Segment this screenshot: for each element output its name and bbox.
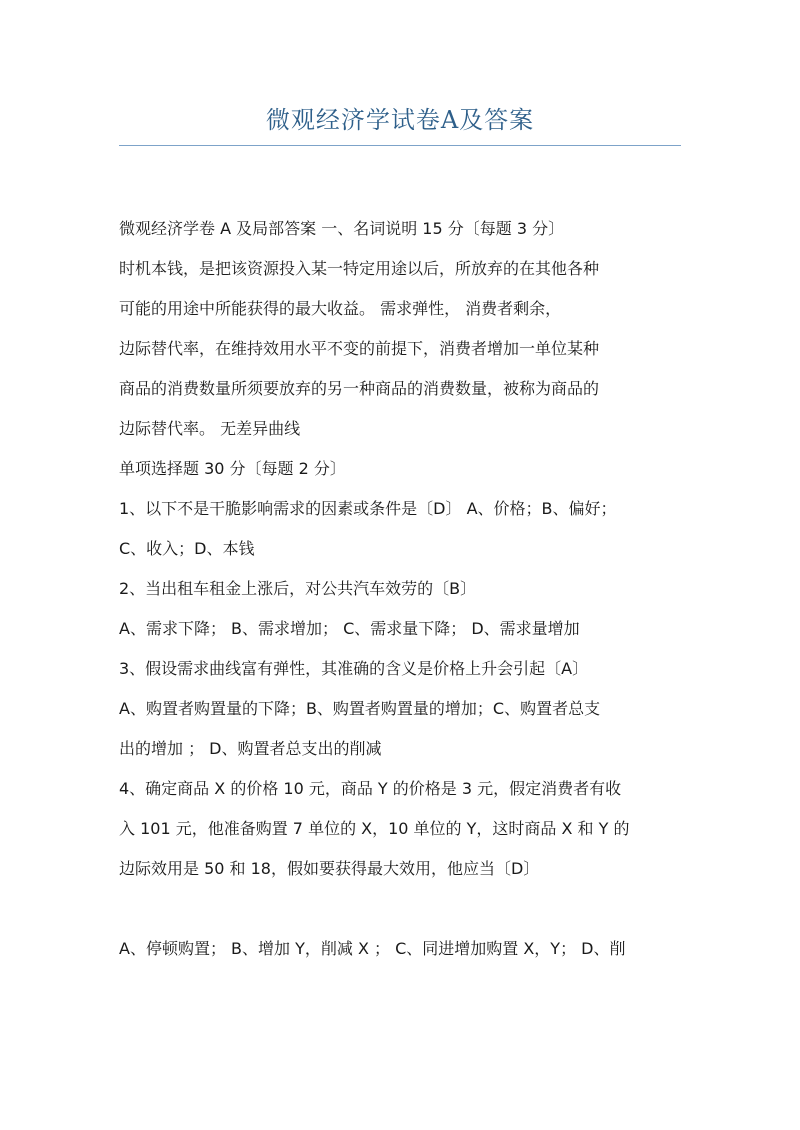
title-underline bbox=[119, 145, 681, 146]
question-line: 3、假设需求曲线富有弹性，其准确的含义是价格上升会引起〔A〕 bbox=[119, 659, 589, 678]
section-heading: 单项选择题 30 分〔每题 2 分〕 bbox=[119, 459, 346, 478]
question-line: 入 101 元，他准备购置 7 单位的 X，10 单位的 Y，这时商品 X 和 Y 的 bbox=[119, 819, 630, 838]
document-title: 微观经济学试卷A及答案 bbox=[265, 106, 535, 134]
question-line: 4、确定商品 X 的价格 10 元，商品 Y 的价格是 3 元，假定消费者有收 bbox=[119, 779, 622, 798]
question-line: 出的增加 ； D、购置者总支出的削减 bbox=[119, 739, 382, 758]
question-line: A、购置者购置量的下降；B、购置者购置量的增加；C、购置者总支 bbox=[119, 699, 601, 718]
text-line: 边际替代率。 无差异曲线 bbox=[119, 419, 301, 438]
question-line: 2、当出租车租金上涨后，对公共汽车效劳的〔B〕 bbox=[119, 579, 477, 598]
text-line: 时机本钱，是把该资源投入某一特定用途以后，所放弃的在其他各种 bbox=[119, 259, 600, 278]
blank-spacer bbox=[119, 889, 694, 929]
document-body bbox=[119, 209, 694, 969]
question-line: 1、以下不是干脆影响需求的因素或条件是〔D〕 A、价格；B、偏好； bbox=[119, 499, 617, 518]
text-line: 可能的用途中所能获得的最大收益。 需求弹性， 消费者剩余， bbox=[119, 299, 562, 318]
question-line: C、收入；D、本钱 bbox=[119, 539, 255, 558]
text-line: 边际替代率，在维持效用水平不变的前提下，消费者增加一单位某种 bbox=[119, 339, 600, 358]
question-line: A、停顿购置； B、增加 Y，削减 X ； C、同进增加购置 X，Y； D、削 bbox=[119, 939, 626, 958]
question-line: 边际效用是 50 和 18，假如要获得最大效用，他应当〔D〕 bbox=[119, 859, 540, 878]
text-line: 商品的消费数量所须要放弃的另一种商品的消费数量，被称为商品的 bbox=[119, 379, 600, 398]
question-line: A、需求下降； B、需求增加； C、需求量下降； D、需求量增加 bbox=[119, 619, 580, 638]
text-line: 微观经济学卷 A 及局部答案 一、名词说明 15 分〔每题 3 分〕 bbox=[119, 219, 565, 238]
